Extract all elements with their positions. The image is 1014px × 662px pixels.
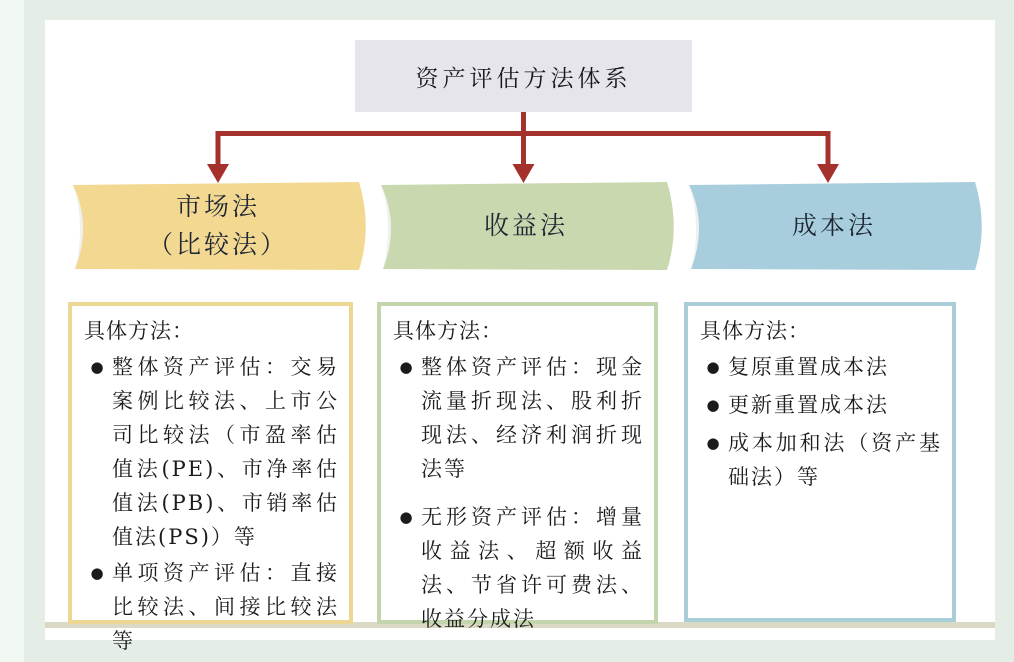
method-item bbox=[698, 388, 942, 422]
item-text: 更新重置成本法 bbox=[728, 393, 889, 417]
item-text: 复原重置成本法 bbox=[728, 355, 889, 379]
bullet-icon: ● bbox=[706, 358, 720, 376]
box-header: 具体方法： bbox=[84, 319, 194, 343]
banner-label: 收益法 bbox=[483, 211, 568, 240]
root-title: 资产评估方法体系 bbox=[415, 65, 632, 92]
detail-box-income bbox=[377, 302, 658, 631]
bullet-icon: ● bbox=[90, 564, 104, 582]
banner-cost-method bbox=[682, 180, 986, 272]
item-text: 整体资产评估：交易案例比较法、上市公司比较法（市盈率估值法(PE)、市净率估值法(PB)、市销率估值法(PS)）等 bbox=[112, 355, 339, 549]
method-list bbox=[82, 350, 339, 658]
item-text: 单项资产评估：直接比较法、间接比较法等 bbox=[112, 561, 339, 653]
banner-label: 市场法 （比较法） bbox=[147, 192, 288, 259]
method-list bbox=[391, 350, 644, 636]
banner-income-method bbox=[374, 180, 678, 272]
item-text: 整体资产评估：现金流量折现法、股利折现法、经济利润折现法等 bbox=[421, 355, 644, 481]
detail-box-cost bbox=[684, 302, 956, 622]
method-item bbox=[82, 350, 339, 554]
method-item bbox=[82, 556, 339, 658]
method-item bbox=[391, 500, 644, 636]
box-header: 具体方法： bbox=[700, 319, 810, 343]
bullet-icon: ● bbox=[90, 358, 104, 376]
detail-box-market bbox=[68, 302, 353, 653]
bullet-icon: ● bbox=[399, 358, 413, 376]
item-text: 成本加和法（资产基础法）等 bbox=[728, 431, 942, 489]
bullet-icon: ● bbox=[399, 508, 413, 526]
method-item bbox=[698, 426, 942, 494]
method-list bbox=[698, 350, 942, 494]
root-title-box bbox=[355, 40, 692, 112]
bullet-icon: ● bbox=[706, 396, 720, 414]
item-text: 无形资产评估：增量收益法、超额收益法、节省许可费法、收益分成法 bbox=[421, 505, 644, 631]
banner-label: 成本法 bbox=[791, 211, 876, 240]
bullet-icon: ● bbox=[706, 434, 720, 452]
banner-market-method bbox=[66, 180, 370, 272]
method-item bbox=[698, 350, 942, 384]
box-header: 具体方法： bbox=[393, 319, 503, 343]
method-item bbox=[391, 350, 644, 486]
